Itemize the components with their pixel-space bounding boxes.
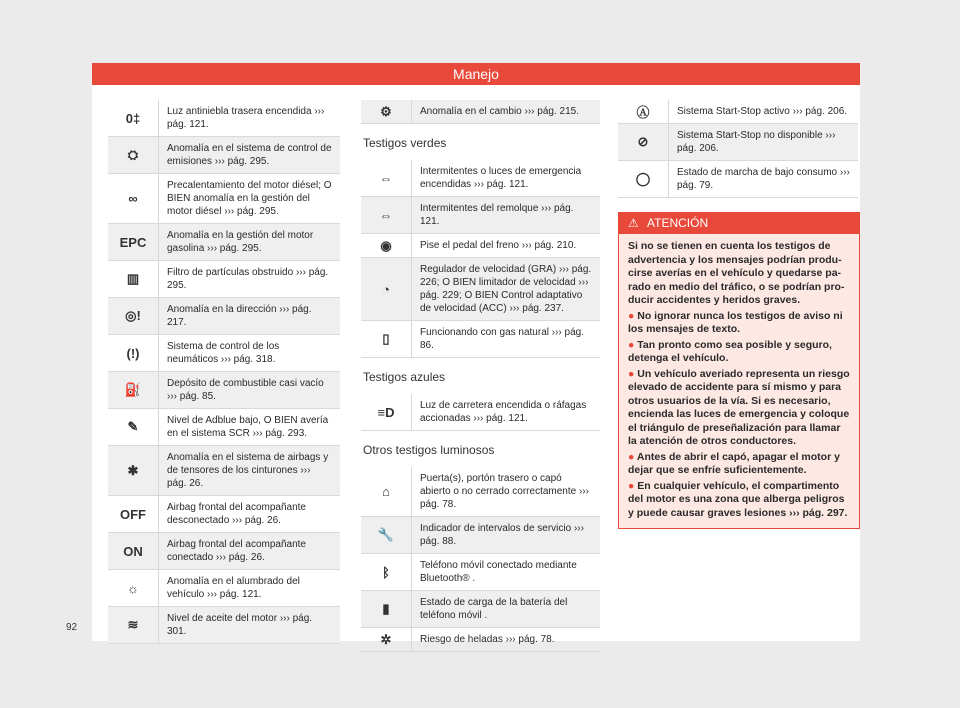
row-text: Teléfono móvil conectado mediante Bluetooth® . <box>411 554 600 590</box>
table-row <box>361 160 600 197</box>
table-row <box>108 174 340 224</box>
warning-bullet <box>628 310 850 337</box>
row-text: Luz de carretera encendida o ráfagas accionadas ››› pág. 121. <box>411 394 600 430</box>
warning-bullet <box>628 339 850 366</box>
table-row <box>108 298 340 335</box>
row-text: Intermitentes o luces de emergencia encendidas ››› pág. 121. <box>411 160 600 196</box>
table-row <box>108 137 340 174</box>
table-row <box>361 628 600 652</box>
table-row <box>361 234 600 258</box>
row-text: Puerta(s), portón trasero o capó abierto o no cerrado correctamente ››› pág. 78. <box>411 467 600 516</box>
door-open-icon: ⌂ <box>382 484 390 499</box>
table-row <box>618 124 858 161</box>
particle-filter-icon: ▥ <box>126 271 140 286</box>
row-text: Indicador de intervalos de servicio ››› pág. 88. <box>411 517 600 553</box>
page-number: 92 <box>66 622 78 633</box>
left-column <box>108 100 340 644</box>
row-text: Pise el pedal del freno ››› pág. 210. <box>411 234 600 257</box>
airbag-icon: ✱ <box>127 462 139 478</box>
row-text: Anomalía en la gestión del motor gasolina ››› pág. 295. <box>158 224 340 260</box>
airbag-off-icon: OFF <box>120 506 146 522</box>
table-row <box>108 335 340 372</box>
row-text: Airbag frontal del acompañante conectado ››› pág. 26. <box>158 533 340 569</box>
start-stop-icon: Ⓐ <box>636 105 650 120</box>
table-row <box>361 591 600 628</box>
row-text: Anomalía en la dirección ››› pág. 217. <box>158 298 340 334</box>
warning-bullet-text: Tan pronto como sea posible y seguro, detenga el vehículo. <box>628 338 832 364</box>
table-row <box>108 372 340 409</box>
row-text: Estado de marcha de bajo consumo ››› pág. 79. <box>668 161 858 197</box>
row-text: Nivel de aceite del motor ››› pág. 301. <box>158 607 340 643</box>
row-text: Sistema Start-Stop no disponible ››› pág. 206. <box>668 124 858 160</box>
table-row <box>108 607 340 644</box>
row-text: Filtro de partículas obstruido ››› pág. 295. <box>158 261 340 297</box>
row-text: Depósito de combustible casi vacío ››› pág. 85. <box>158 372 340 408</box>
frost-icon: ✲ <box>380 631 392 647</box>
table-row <box>361 100 600 124</box>
epc-icon: EPC <box>119 234 147 250</box>
row-text: Funcionando con gas natural ››› pág. 86. <box>411 321 600 357</box>
brake-pedal-icon: ◉ <box>380 237 392 253</box>
bulb-icon: ☼ <box>127 580 139 596</box>
section-title-other: Otros testigos luminosos <box>363 443 495 457</box>
warning-bullet <box>628 480 850 521</box>
right-column <box>618 100 858 198</box>
warning-bullet-text: No ignorar nunca los testigos de aviso ni los mensajes de texto. <box>628 309 843 335</box>
warning-bullet <box>628 368 850 449</box>
table-row <box>618 100 858 124</box>
cng-icon: ▯ <box>382 331 390 346</box>
cruise-control-icon: ◔ <box>382 281 390 297</box>
table-row <box>108 570 340 607</box>
battery-icon: ▮ <box>382 601 390 616</box>
eco-icon: ◯ <box>635 171 651 186</box>
warning-title: ATENCIÓN <box>647 216 709 230</box>
table-row <box>108 446 340 496</box>
adblue-icon: ✎ <box>127 419 139 434</box>
row-text: Airbag frontal del acompañante desconectado ››› pág. 26. <box>158 496 340 532</box>
row-text: Luz antiniebla trasera encendida ››› pág. 121. <box>158 100 340 136</box>
row-text: Sistema Start-Stop activo ››› pág. 206. <box>668 100 858 123</box>
glow-plug-icon: ∞ <box>128 191 138 206</box>
row-text: Anomalía en el cambio ››› pág. 215. <box>411 100 600 123</box>
fuel-icon: ⛽ <box>124 382 142 397</box>
bullet-icon: ● <box>628 479 638 492</box>
table-row <box>361 517 600 554</box>
turn-signal-icon: ⇔ <box>379 170 393 186</box>
steering-icon: ◎! <box>125 308 141 323</box>
table-row <box>361 258 600 321</box>
row-text: Precalentamiento del motor diésel; O BIEN anomalía en la gestión del motor diésel ››› pág. 295. <box>158 174 340 223</box>
start-stop-off-icon: ⊘ <box>637 134 649 149</box>
warning-triangle-icon: ⚠ <box>628 216 639 230</box>
row-text: Intermitentes del remolque ››› pág. 121. <box>411 197 600 233</box>
row-text: Estado de carga de la batería del teléfono móvil . <box>411 591 600 627</box>
bluetooth-icon: ᛒ <box>382 564 390 580</box>
airbag-on-icon: ON <box>123 543 143 559</box>
tyre-pressure-icon: (!) <box>126 345 140 361</box>
warning-bullet <box>628 451 850 478</box>
table-row <box>108 261 340 298</box>
bullet-icon: ● <box>628 309 638 322</box>
high-beam-icon: ≡D <box>377 404 395 420</box>
warning-header <box>619 213 859 234</box>
row-text: Anomalía en el sistema de control de emisiones ››› pág. 295. <box>158 137 340 173</box>
table-row <box>361 467 600 517</box>
table-row <box>108 496 340 533</box>
warning-bullet-text: En cualquier vehículo, el compartimento del motor es una zona que alberga peligros y puede causar graves lesiones ››› pág. 297. <box>628 479 848 519</box>
row-text: Regulador de velocidad (GRA) ››› pág. 226; O BIEN limitador de velocidad ››› pág. 229; O BIEN Control adaptativo de velocidad (ACC) ››› pág. 237. <box>411 258 600 320</box>
bullet-icon: ● <box>628 367 638 380</box>
table-row <box>108 409 340 446</box>
warning-bullet-text: Un vehículo averiado representa un riesgo elevado de accidente para sí mismo y para otros usuarios de la vía. Si es necesario, encienda las luces de emergencia y coloque el triángulo de preseñalización para llamar la atención de otros conductores. <box>628 367 850 447</box>
bullet-icon: ● <box>628 338 638 351</box>
middle-column <box>361 100 600 652</box>
row-text: Riesgo de heladas ››› pág. 78. <box>411 628 600 651</box>
warning-box <box>618 212 860 529</box>
trailer-signal-icon: ⇔ <box>379 207 393 223</box>
wrench-icon: 🔧 <box>377 527 395 542</box>
section-title-blue: Testigos azules <box>363 370 446 384</box>
table-row <box>108 100 340 137</box>
row-text: Sistema de control de los neumáticos ››› pág. 318. <box>158 335 340 371</box>
oil-icon: ≋ <box>127 617 139 632</box>
rear-fog-light-icon: 0‡ <box>125 110 141 126</box>
table-row <box>108 224 340 261</box>
gearbox-icon: ⚙ <box>380 103 392 119</box>
section-title-green: Testigos verdes <box>363 136 447 150</box>
row-text: Anomalía en el alumbrado del vehículo ››› pág. 121. <box>158 570 340 606</box>
table-row <box>361 321 600 358</box>
page-header: Manejo <box>92 63 860 85</box>
row-text: Nivel de Adblue bajo, O BIEN avería en el sistema SCR ››› pág. 293. <box>158 409 340 445</box>
row-text: Anomalía en el sistema de airbags y de tensores de los cinturones ››› pág. 26. <box>158 446 340 495</box>
manual-page <box>92 63 860 647</box>
table-row <box>361 554 600 591</box>
table-row <box>108 533 340 570</box>
warning-bullet-text: Antes de abrir el capó, apagar el motor y dejar que se enfríe suficientemente. <box>628 450 840 476</box>
bullet-icon: ● <box>628 450 637 463</box>
warning-intro: Si no se tienen en cuenta los testigos de advertencia y los mensajes podrían producirse averías en el vehículo y quedarse parado en medio del tráfico, o se podrían producir accidentes y heridos graves. <box>628 240 845 306</box>
table-row <box>361 197 600 234</box>
table-row <box>618 161 858 198</box>
table-row <box>361 394 600 431</box>
warning-body <box>619 234 859 528</box>
engine-control-icon: ⛭ <box>127 147 139 162</box>
